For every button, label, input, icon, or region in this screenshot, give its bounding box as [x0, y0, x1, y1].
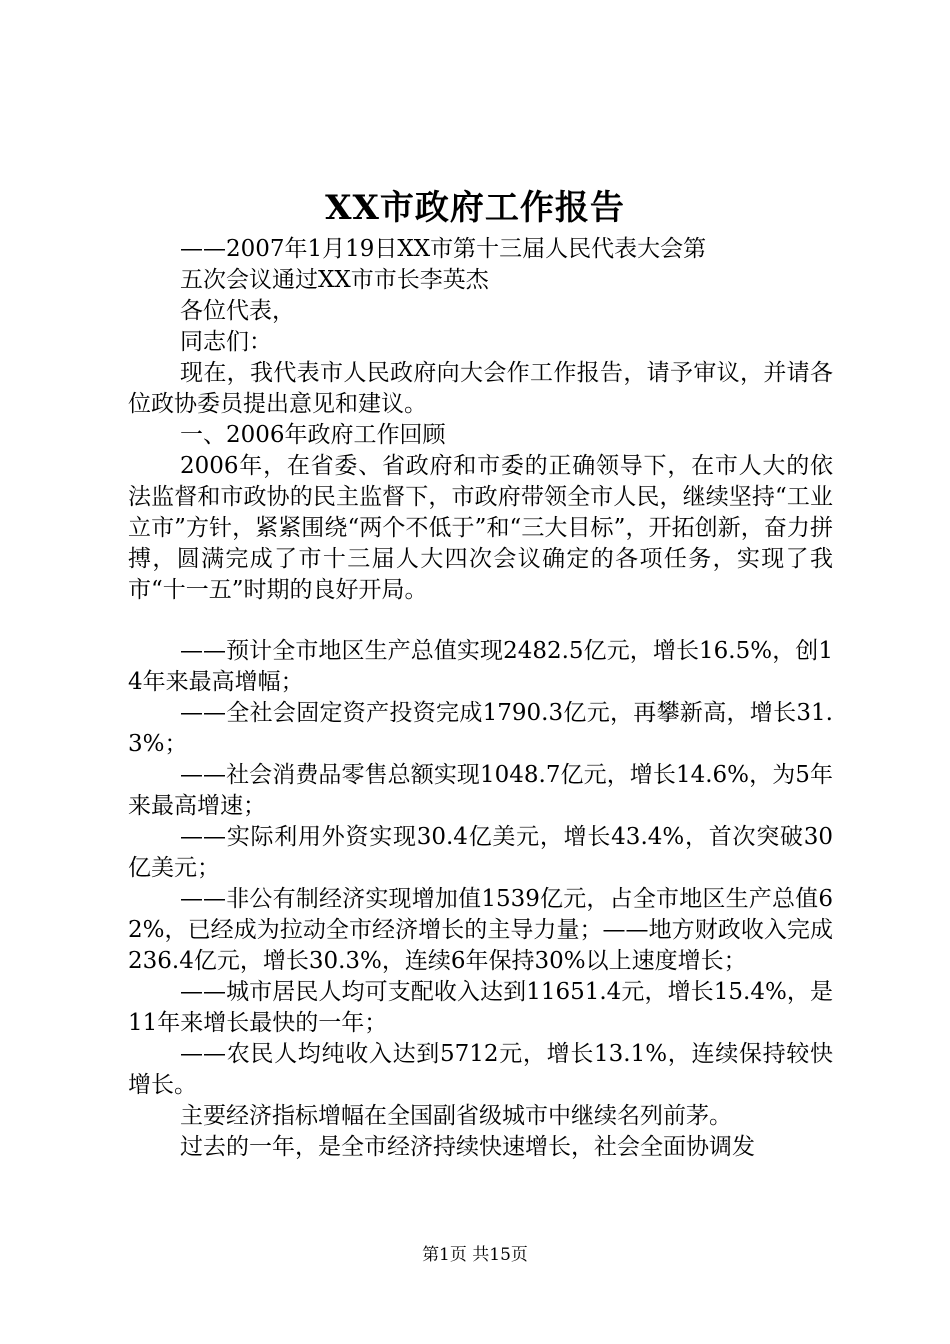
bullet-foreign-capital: ——实际利用外资实现30.4亿美元，增长43.4%，首次突破30亿美元；	[128, 824, 833, 881]
bullet-gdp: ——预计全市地区生产总值实现2482.5亿元，增长16.5%，创14年来最高增幅；	[128, 638, 833, 695]
subtitle-line-1: ——2007年1月19日XX市第十三届人民代表大会第	[180, 236, 707, 262]
section-heading: 一、2006年政府工作回顾	[180, 422, 446, 448]
document-title: XX市政府工作报告	[325, 188, 625, 228]
subtitle-line-2: 五次会议通过XX市市长李英杰	[180, 267, 489, 293]
summary-paragraph: 主要经济指标增幅在全国副省级城市中继续名列前茅。	[180, 1103, 732, 1129]
bullet-rural-income: ——农民人均纯收入达到5712元，增长13.1%，连续保持较快增长。	[128, 1041, 833, 1098]
document-body	[128, 234, 833, 1163]
paragraph-gap	[128, 606, 833, 636]
intro-paragraph: 现在，我代表市人民政府向大会作工作报告，请予审议，并请各位政协委员提出意见和建议。	[128, 360, 833, 417]
salutation-comrades: 同志们：	[180, 329, 272, 355]
closing-paragraph: 过去的一年，是全市经济持续快速增长，社会全面协调发	[180, 1134, 755, 1160]
section-paragraph: 2006年，在省委、省政府和市委的正确领导下，在市人大的依法监督和市政协的民主监督下，市政府带领全市人民，继续坚持“工业立市”方针，紧紧围绕“两个不低于”和“三大目标”，开拓创新，奋力拼搏，圆满完成了市十三届人大四次会议确定的各项任务，实现了我市“十一五”时期的良好开局。	[128, 453, 833, 603]
bullet-investment: ——全社会固定资产投资完成1790.3亿元，再攀新高，增长31.3%；	[128, 700, 833, 757]
bullet-retail: ——社会消费品零售总额实现1048.7亿元，增长14.6%，为5年来最高增速；	[128, 762, 833, 819]
page-footer: 第1页 共15页	[422, 1245, 528, 1265]
bullet-urban-income: ——城市居民人均可支配收入达到11651.4元，增长15.4%，是11年来增长最快的一年；	[128, 979, 833, 1036]
salutation-delegates: 各位代表，	[180, 298, 295, 324]
bullet-private-economy: ——非公有制经济实现增加值1539亿元，占全市地区生产总值62%，已经成为拉动全市经济增长的主导力量；——地方财政收入完成236.4亿元，增长30.3%，连续6年保持30%以上速度增长；	[128, 886, 833, 974]
